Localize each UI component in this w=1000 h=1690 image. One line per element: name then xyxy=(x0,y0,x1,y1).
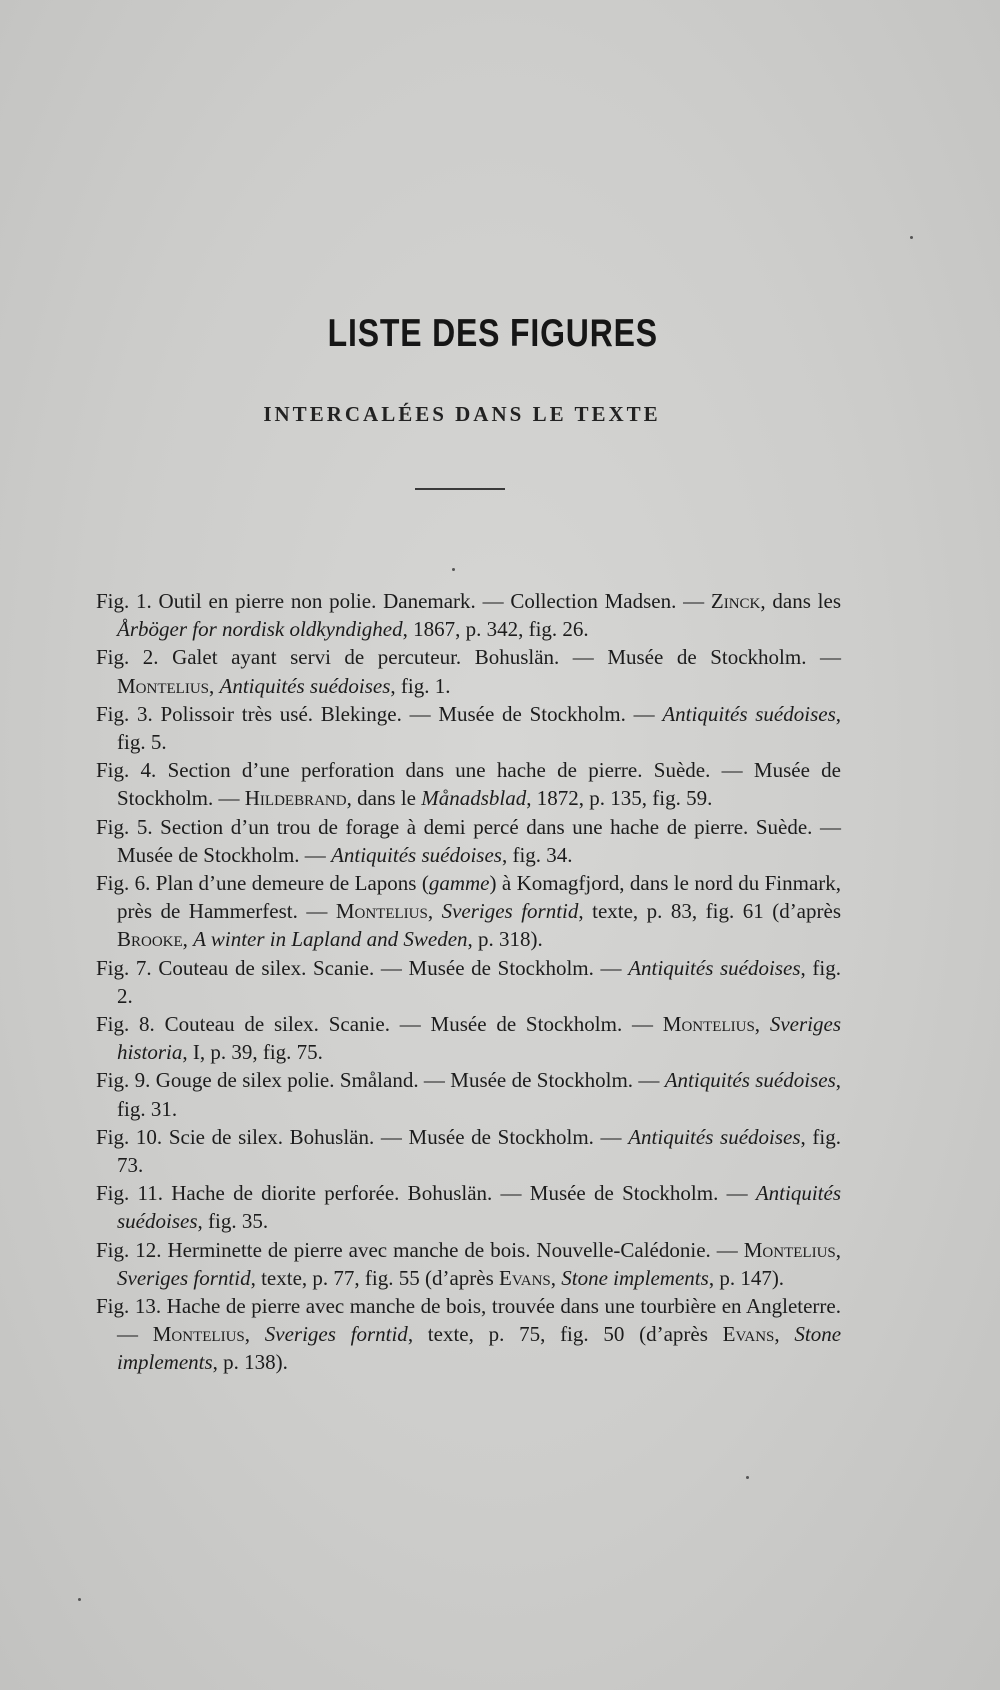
entry-text: Fig. 8. Couteau de silex. Scanie. — Musée de Stockholm. — xyxy=(96,1012,663,1037)
figure-entry xyxy=(96,756,841,812)
entry-text: , xyxy=(835,1237,841,1262)
figure-list xyxy=(96,587,841,1377)
figure-entry xyxy=(96,700,841,756)
entry-author-name: Montelius xyxy=(152,1322,245,1347)
entry-author-name: Montelius xyxy=(117,673,209,698)
entry-text: Fig. 2. Galet ayant servi de percuteur. Bohuslän. — Musée de Stockholm. — xyxy=(96,645,841,670)
entry-text: Fig. 6. Plan d’une demeure de Lapons ( xyxy=(96,871,429,896)
entry-text: , xyxy=(427,899,442,924)
entry-text: Fig. 13. Hache de pierre avec manche de bois, trouvée dans une tourbière en Angleterre. — xyxy=(96,1294,841,1347)
entry-text: , xyxy=(244,1322,265,1347)
entry-italic-text: Stone implements xyxy=(117,1322,842,1375)
entry-text: , p. 147). xyxy=(708,1265,785,1290)
entry-text: , texte, p. 75, fig. 50 (d’après xyxy=(407,1322,723,1347)
entry-text: ) à Komagfjord, dans le nord du Finmark, près de Hammerfest. — xyxy=(117,871,842,924)
paper-speck xyxy=(78,1598,81,1601)
entry-text: , 1872, p. 135, fig. 59. xyxy=(526,786,713,811)
entry-text: , xyxy=(774,1322,795,1347)
entry-italic-text: Månadsblad xyxy=(421,786,527,811)
entry-italic-text: Sveriges forntid xyxy=(441,899,579,924)
entry-author-name: Evans xyxy=(722,1322,775,1347)
entry-text: Fig. 12. Herminette de pierre avec manche de bois. Nouvelle-Calédonie. — xyxy=(96,1237,744,1262)
entry-italic-text: Antiquités suédoises xyxy=(219,673,391,698)
entry-text: , fig. 2. xyxy=(117,955,841,1008)
entry-text: , 1867, p. 342, fig. 26. xyxy=(402,617,589,642)
entry-text: , fig. 5. xyxy=(117,701,841,755)
entry-text: Fig. 9. Gouge de silex polie. Småland. — Musée de Stockholm. — xyxy=(96,1068,665,1093)
entry-author-name: Zinck xyxy=(710,589,761,613)
entry-text: Fig. 5. Section d’un trou de forage à demi percé dans une hache de pierre. Suède. — Musée de Stockholm. — xyxy=(96,814,841,867)
entry-text: , dans les xyxy=(760,589,841,613)
figure-entry xyxy=(96,869,841,954)
entry-italic-text: Antiquités suédoises xyxy=(117,1181,841,1234)
figure-entry xyxy=(96,1292,841,1377)
figure-entry xyxy=(96,587,841,643)
entry-text: , xyxy=(182,927,194,952)
entry-text: , dans le xyxy=(346,786,422,811)
paper-speck xyxy=(746,1476,749,1479)
entry-italic-text: gamme xyxy=(428,871,490,896)
entry-text: Fig. 10. Scie de silex. Bohuslän. — Musée de Stockholm. — xyxy=(96,1124,629,1149)
page-subtitle: INTERCALÉES DANS LE TEXTE xyxy=(263,402,661,426)
entry-text: , fig. 31. xyxy=(117,1068,841,1121)
entry-italic-text: Sveriges forntid xyxy=(117,1265,251,1290)
entry-text: , I, p. 39, fig. 75. xyxy=(182,1040,323,1065)
entry-italic-text: Antiquités suédoises xyxy=(664,1068,836,1093)
entry-text: , xyxy=(550,1265,562,1290)
entry-text: , texte, p. 77, fig. 55 (d’après xyxy=(250,1265,500,1290)
entry-italic-text: Antiquités suédoises xyxy=(331,842,502,867)
entry-text: , p. 318). xyxy=(467,927,543,952)
entry-text: Fig. 7. Couteau de silex. Scanie. — Musée de Stockholm. — xyxy=(96,955,629,980)
entry-text: , xyxy=(209,673,220,698)
page-title xyxy=(83,312,903,356)
figure-entry xyxy=(96,643,841,699)
figure-entry xyxy=(96,954,841,1010)
entry-author-name: Montelius xyxy=(335,899,428,924)
entry-text: , fig. 35. xyxy=(197,1209,269,1234)
entry-author-name: Montelius xyxy=(662,1012,755,1037)
page-title-text: LISTE DES FIGURES xyxy=(327,312,658,355)
entry-italic-text: Antiquités suédoises xyxy=(628,955,801,980)
paper-speck xyxy=(452,568,455,571)
entry-text: Fig. 11. Hache de diorite perforée. Bohuslän. — Musée de Stockholm. — xyxy=(96,1181,756,1206)
entry-text: , fig. 73. xyxy=(117,1124,842,1178)
title-divider xyxy=(415,488,505,490)
figure-entry xyxy=(96,813,841,869)
entry-author-name: Hildebrand xyxy=(244,786,347,811)
entry-italic-text: Antiquités suédoises xyxy=(628,1124,801,1149)
entry-italic-text: Årböger for nordisk oldkyndighed xyxy=(117,617,403,642)
entry-text: Fig. 4. Section d’une perforation dans une hache de pierre. Suède. — Musée de Stockholm. — xyxy=(96,758,841,811)
entry-italic-text: Sveriges forntid xyxy=(264,1322,408,1347)
figure-entry xyxy=(96,1123,841,1179)
entry-text: Fig. 1. Outil en pierre non polie. Danemark. — Collection Madsen. — xyxy=(96,589,711,613)
entry-text: , p. 138). xyxy=(212,1350,288,1375)
figure-entry xyxy=(96,1236,841,1292)
entry-text: Fig. 3. Polissoir très usé. Blekinge. — Musée de Stockholm. — xyxy=(96,701,663,726)
entry-text: , xyxy=(754,1012,770,1037)
figure-entry xyxy=(96,1066,841,1122)
entry-italic-text: A winter in Lapland and Sweden xyxy=(193,927,468,952)
paper-speck xyxy=(910,236,913,239)
entry-italic-text: Stone implements xyxy=(561,1265,709,1290)
entry-author-name: Brooke xyxy=(117,927,183,952)
entry-text: , fig. 34. xyxy=(501,842,573,867)
entry-italic-text: Antiquités suédoises xyxy=(662,701,836,726)
entry-author-name: Montelius xyxy=(743,1237,836,1262)
figure-entry xyxy=(96,1179,841,1235)
entry-text: , texte, p. 83, fig. 61 (d’après xyxy=(578,899,841,924)
entry-author-name: Evans xyxy=(499,1265,551,1290)
entry-text: , fig. 1. xyxy=(390,673,451,698)
entry-italic-text: Sveriges historia xyxy=(117,1012,841,1065)
figure-entry xyxy=(96,1010,841,1066)
